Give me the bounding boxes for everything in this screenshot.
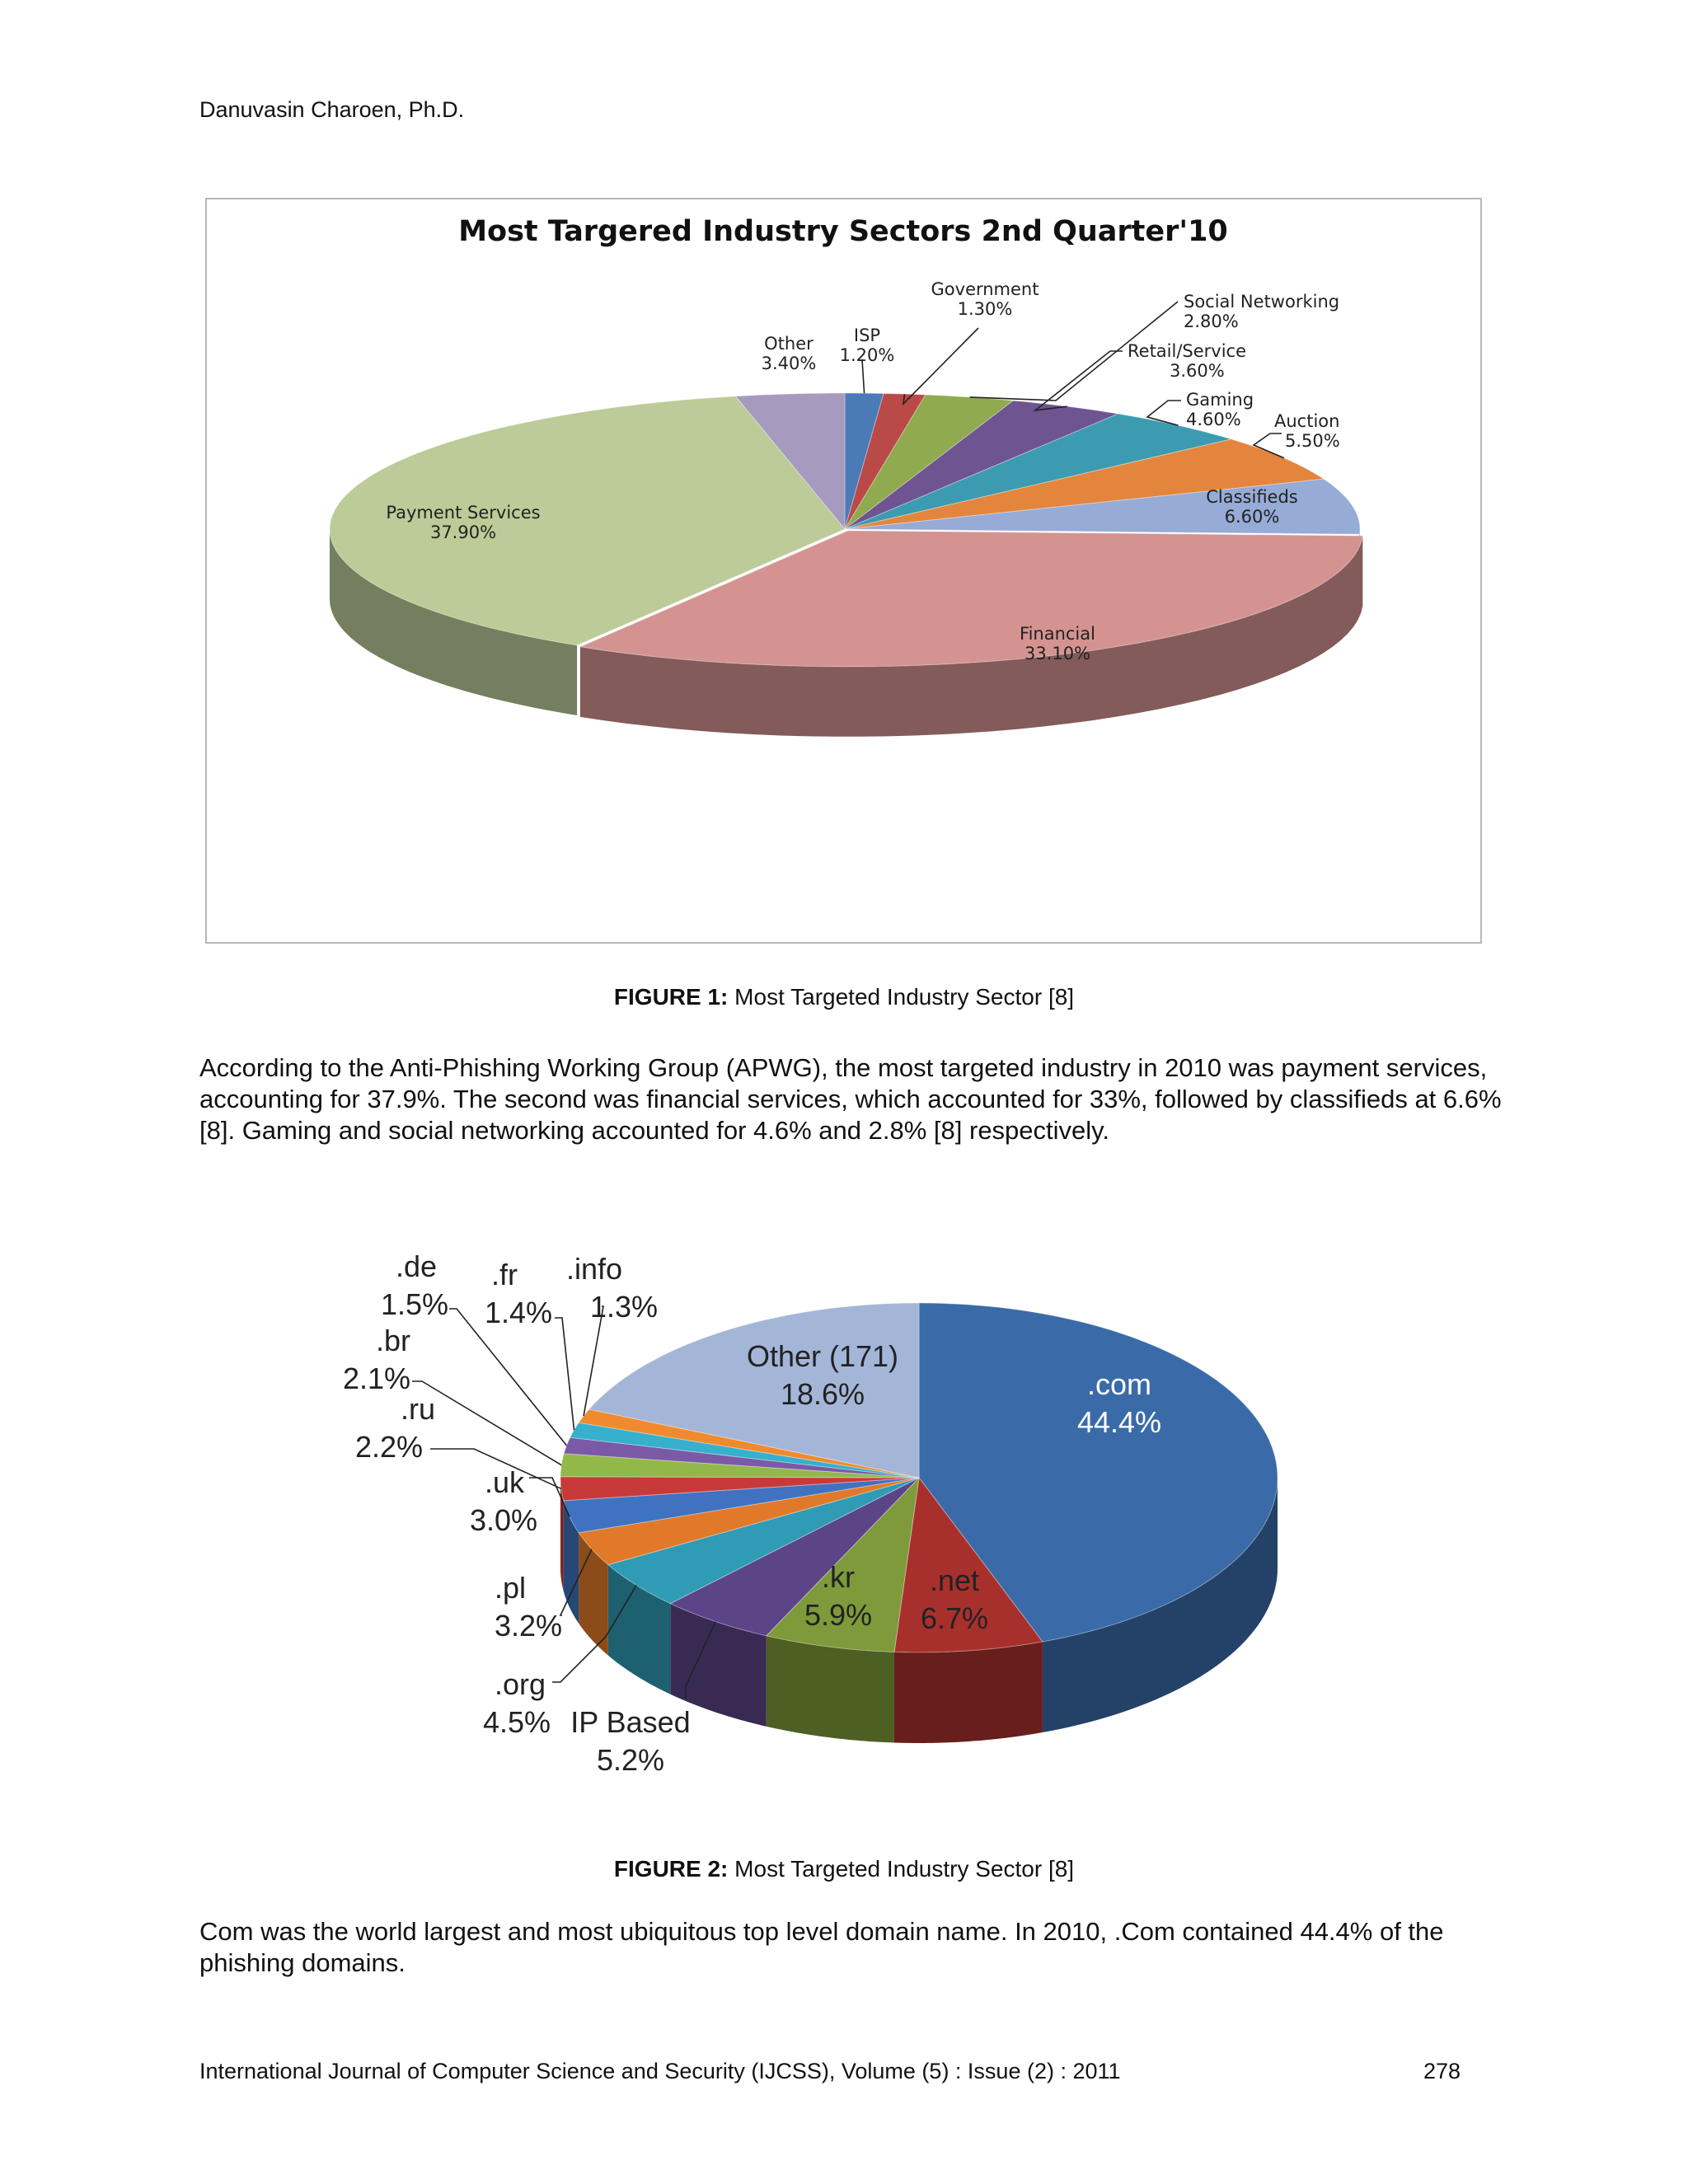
slice-label-financial — [1020, 624, 1095, 663]
slice-name-ip-based: IP Based — [570, 1705, 691, 1739]
figure-1-pie-chart — [205, 198, 1482, 944]
slice-label-de — [381, 1249, 448, 1321]
slice-name-social-networking: Social Networking — [1184, 292, 1340, 312]
slice-name-br: .br — [375, 1324, 410, 1357]
slice-name-kr: .kr — [822, 1560, 855, 1594]
slice-value-info: 1.3% — [589, 1290, 658, 1324]
figure-2-caption-label: FIGURE 2: — [613, 1856, 729, 1882]
slice-value-de: 1.5% — [380, 1287, 448, 1321]
leader-line-retail-service — [1035, 351, 1123, 410]
slice-value-payment-services: 37.90% — [429, 523, 497, 542]
slice-value-br: 2.1% — [342, 1361, 410, 1395]
slice-name-retail-service: Retail/Service — [1128, 341, 1247, 361]
slice-value-ru: 2.2% — [354, 1430, 423, 1464]
slice-label-social-networking — [1184, 292, 1339, 331]
slice-label-isp — [840, 326, 895, 365]
slice-name-de: .de — [395, 1249, 437, 1283]
slice-label-auction — [1274, 411, 1340, 451]
paragraph-1: According to the Anti-Phishing Working Group (APWG), the most targeted industry in 2010 was payment services, accounting for 37.9%. The second was financial services, which accounted for 33%, followed by classifieds at 6.6% [8]. Gaming and social networking accounted for 4.6% and 2.8% [8] respectively. — [199, 1053, 1502, 1145]
slice-value-retail-service: 3.60% — [1170, 361, 1225, 381]
slice-name-auction: Auction — [1274, 411, 1340, 431]
figure-2-caption — [0, 1856, 1688, 1882]
slice-name-uk: .uk — [484, 1465, 524, 1499]
slice-value-other: 3.40% — [761, 354, 817, 373]
slice-value-financial: 33.10% — [1024, 644, 1091, 663]
slice-name-isp: ISP — [853, 326, 881, 345]
slice-value-fr: 1.4% — [484, 1296, 552, 1329]
slice-name-government: Government — [931, 279, 1039, 299]
slice-value-government: 1.30% — [957, 299, 1013, 319]
slice-value-uk: 3.0% — [469, 1503, 537, 1537]
slice-name-com: .com — [1086, 1367, 1152, 1401]
figure-2-pie-chart — [313, 1228, 1302, 1805]
slice-name-pl: .pl — [494, 1571, 526, 1605]
slice-name-classifieds: Classifieds — [1206, 487, 1298, 507]
slice-label-uk — [470, 1465, 537, 1537]
figure-2-caption-text: Most Targeted Industry Sector [8] — [728, 1856, 1075, 1882]
slice-label-other — [762, 334, 817, 373]
slice-name-other: Other — [764, 334, 814, 354]
slice-label-pl — [495, 1571, 562, 1643]
slice-label-ip-based — [570, 1705, 690, 1777]
slice-value-kr: 5.9% — [804, 1598, 873, 1632]
slice-name-org: .org — [494, 1667, 546, 1701]
slice-value-auction: 5.50% — [1285, 431, 1340, 451]
slice-name-info: .info — [565, 1252, 622, 1286]
leader-line-government — [903, 328, 978, 404]
figure-1-caption-text: Most Targeted Industry Sector [8] — [728, 984, 1075, 1010]
running-header-author: Danuvasin Charoen, Ph.D. — [199, 97, 465, 122]
slice-value-gaming: 4.60% — [1186, 410, 1241, 429]
figure-1-caption-label: FIGURE 1: — [613, 984, 729, 1010]
chart-1-title: Most Targered Industry Sectors 2nd Quarter'10 — [458, 215, 1228, 248]
slice-side-kr — [767, 1636, 894, 1743]
slice-value-ip-based: 5.2% — [596, 1743, 665, 1777]
slice-name-ru: .ru — [400, 1392, 435, 1426]
slice-name-fr: .fr — [491, 1258, 518, 1291]
slice-name-financial: Financial — [1020, 624, 1095, 644]
slice-name-gaming: Gaming — [1186, 390, 1254, 410]
footer-journal-citation: International Journal of Computer Science and Security (IJCSS), Volume (5) : Issue (2) : 2011 — [199, 2059, 1121, 2083]
slice-side-net — [894, 1642, 1043, 1743]
slice-label-fr — [485, 1258, 552, 1329]
slice-value-com: 44.4% — [1076, 1405, 1162, 1439]
slice-label-org — [483, 1667, 551, 1739]
slice-value-other-171: 18.6% — [780, 1377, 865, 1411]
slice-value-classifieds: 6.60% — [1224, 507, 1280, 527]
slice-value-org: 4.5% — [482, 1705, 551, 1739]
slice-label-ru — [355, 1392, 435, 1464]
figure-1-caption — [0, 984, 1688, 1010]
slice-label-info — [566, 1252, 658, 1324]
footer-page-number: 278 — [1423, 2059, 1461, 2083]
leader-line-fr — [555, 1318, 574, 1430]
slice-label-br — [343, 1324, 410, 1395]
paragraph-2: Com was the world largest and most ubiquitous top level domain name. In 2010, .Com contained 44.4% of the phishing domains. — [199, 1917, 1444, 1977]
slice-name-other-171: Other (171) — [746, 1339, 899, 1373]
slice-value-pl: 3.2% — [494, 1609, 562, 1643]
slice-value-net: 6.7% — [920, 1601, 989, 1635]
slice-name-net: .net — [929, 1563, 980, 1597]
slice-label-retail-service — [1128, 341, 1246, 381]
slice-label-gaming — [1186, 390, 1254, 429]
slice-value-isp: 1.20% — [839, 345, 895, 365]
slice-label-government — [931, 279, 1039, 319]
slice-name-payment-services: Payment Services — [386, 503, 541, 523]
slice-value-social-networking: 2.80% — [1184, 312, 1239, 331]
